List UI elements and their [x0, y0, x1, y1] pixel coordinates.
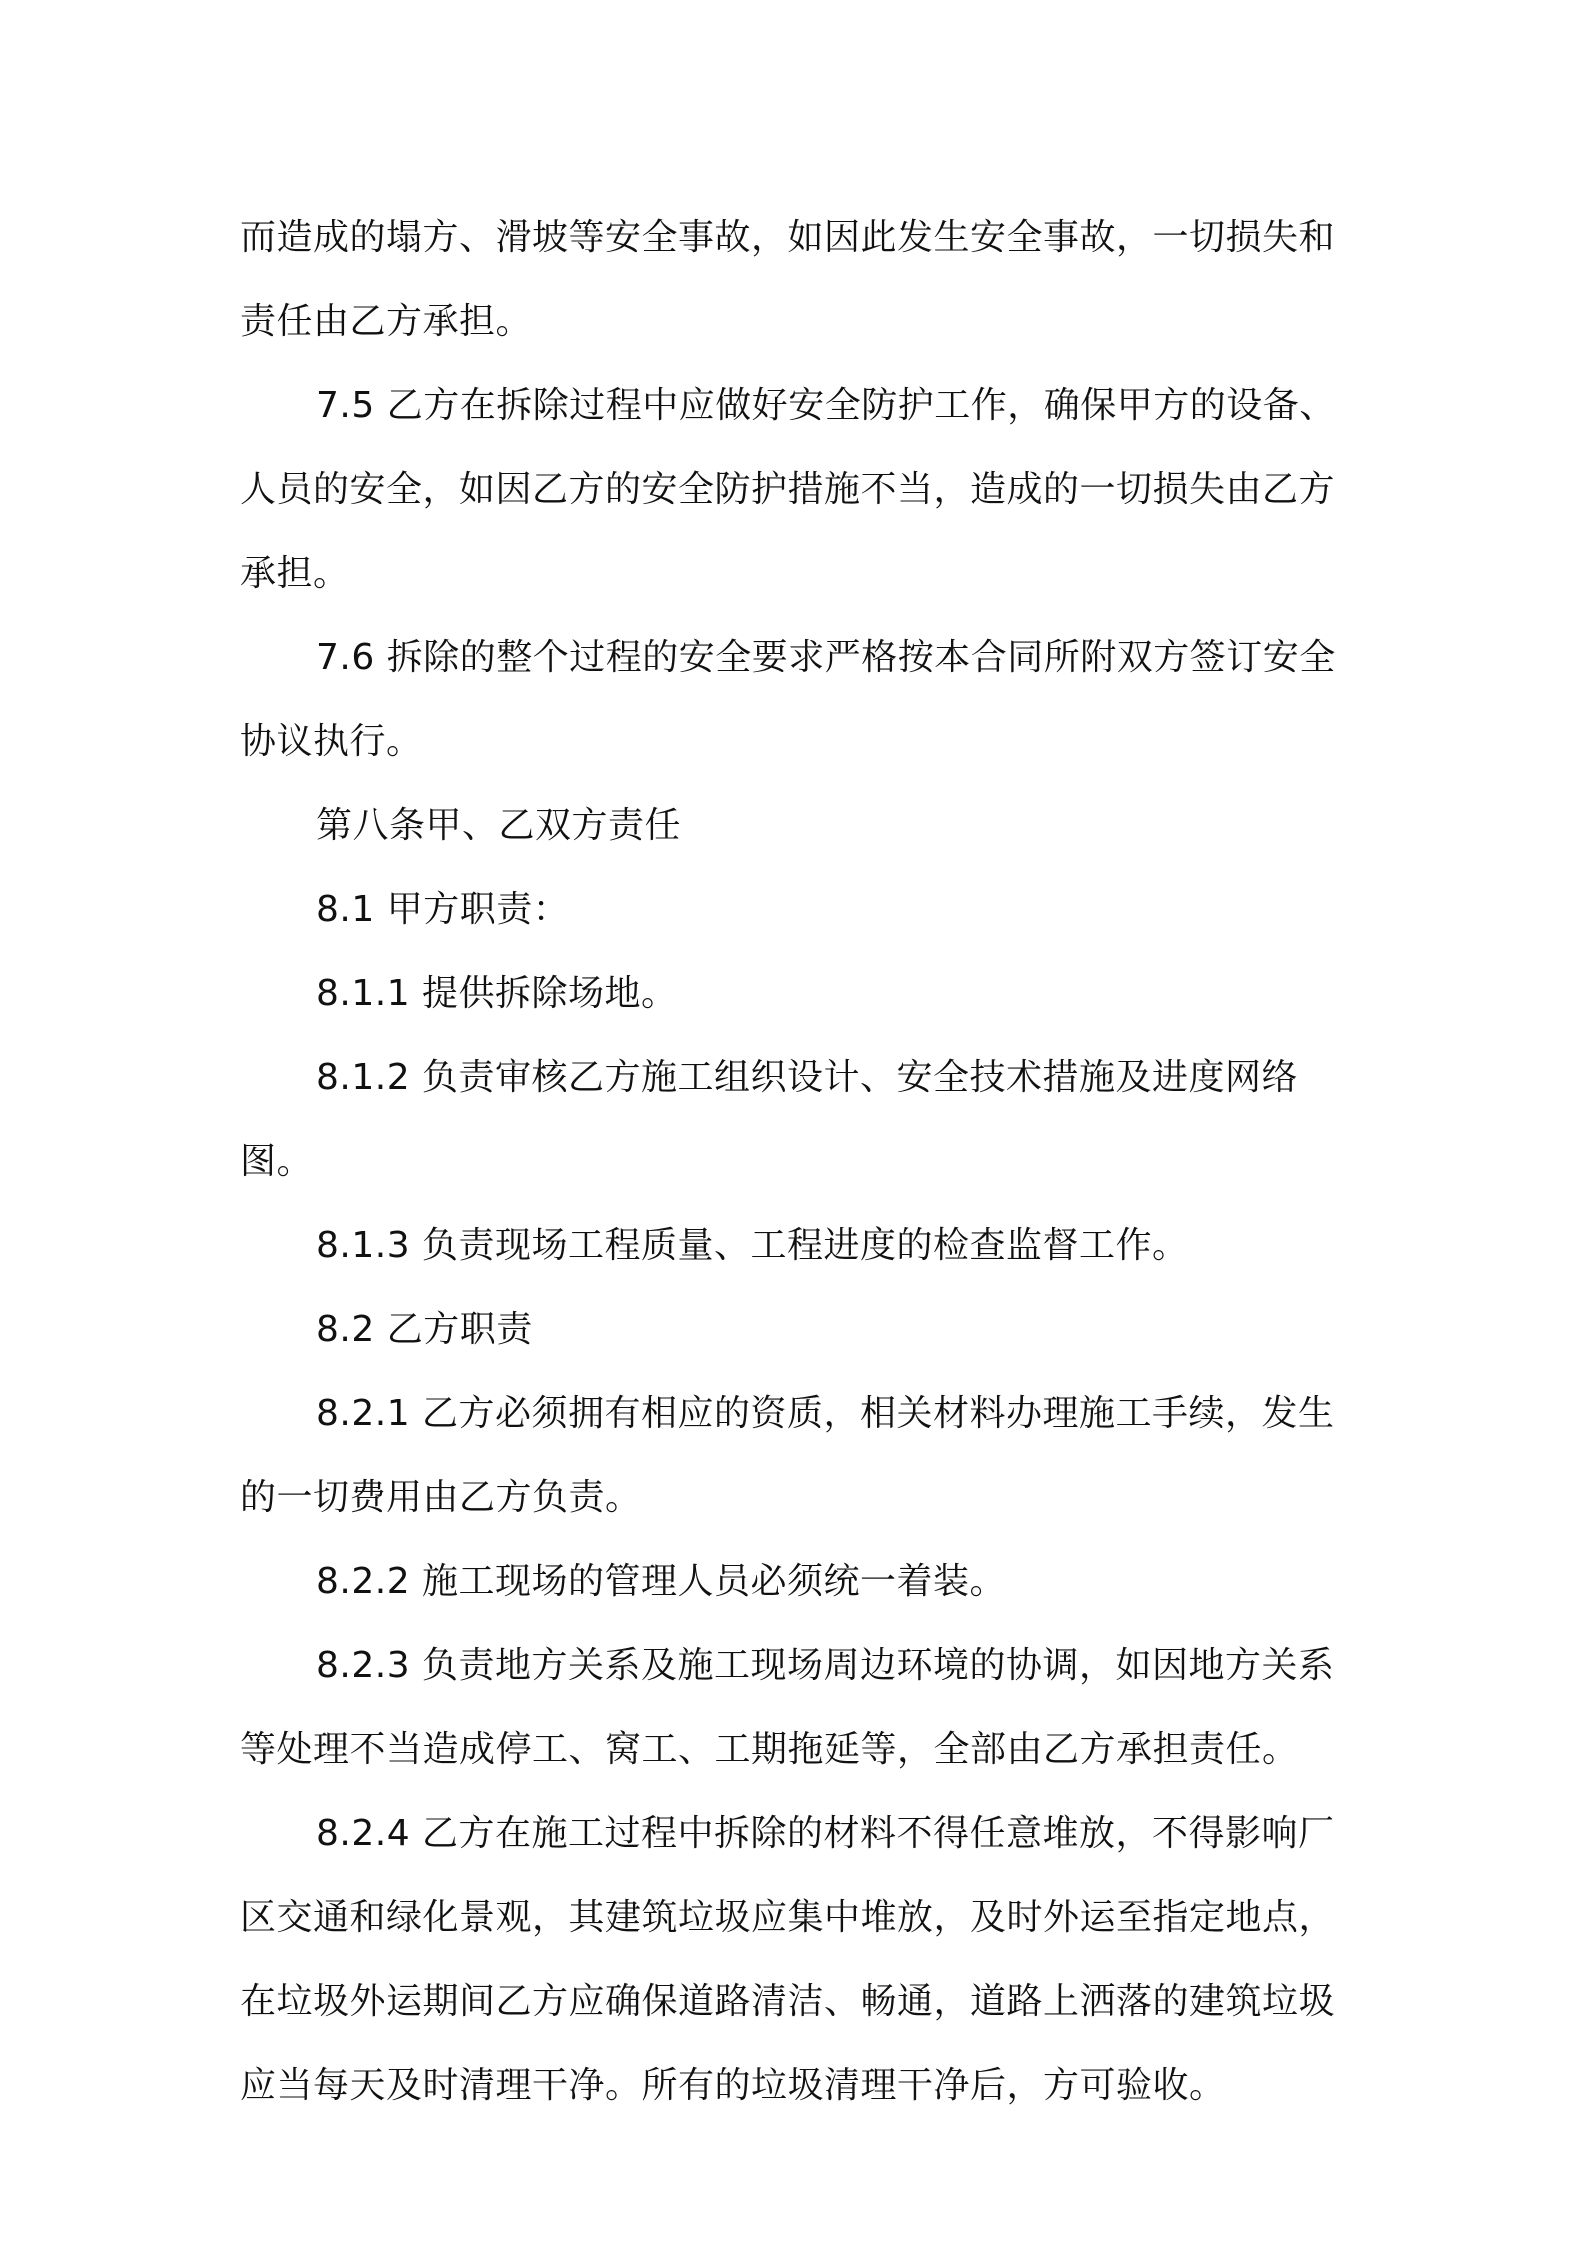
- paragraph-8-1: 8.1 甲方职责：: [316, 889, 570, 930]
- paragraph-8-2-1: 8.2.1 乙方必须拥有相应的资质，相关材料办理施工手续，发生的一切费用由乙方负责。: [240, 1393, 1335, 1518]
- paragraph-7-4-continuation: 而造成的塌方、滑坡等安全事故，如因此发生安全事故，一切损失和责任由乙方承担。: [240, 217, 1336, 342]
- paragraph-7-6: 7.6 拆除的整个过程的安全要求严格按本合同所附双方签订安全协议执行。: [240, 637, 1336, 762]
- document-body: [240, 196, 1360, 2128]
- paragraph-8-2: 8.2 乙方职责: [316, 1309, 533, 1350]
- paragraph-8-2-3: 8.2.3 负责地方关系及施工现场周边环境的协调，如因地方关系等处理不当造成停工、窝工、工期拖延等，全部由乙方承担责任。: [240, 1645, 1335, 1770]
- paragraph-8-2-4: 8.2.4 乙方在施工过程中拆除的材料不得任意堆放，不得影响厂区交通和绿化景观，其建筑垃圾应集中堆放，及时外运至指定地点，在垃圾外运期间乙方应确保道路清洁、畅通，道路上洒落的建筑垃圾应当每天及时清理干净。所有的垃圾清理干净后，方可验收。: [240, 1813, 1336, 2106]
- paragraph-8-1-3: 8.1.3 负责现场工程质量、工程进度的检查监督工作。: [316, 1225, 1189, 1266]
- paragraph-8-1-1: 8.1.1 提供拆除场地。: [316, 973, 678, 1014]
- section-heading-article-8: 第八条甲、乙双方责任: [316, 805, 682, 846]
- paragraph-8-2-2: 8.2.2 施工现场的管理人员必须统一着装。: [316, 1561, 1007, 1602]
- paragraph-8-1-2: 8.1.2 负责审核乙方施工组织设计、安全技术措施及进度网络图。: [240, 1057, 1299, 1182]
- paragraph-7-5: 7.5 乙方在拆除过程中应做好安全防护工作，确保甲方的设备、人员的安全，如因乙方的安全防护措施不当，造成的一切损失由乙方承担。: [240, 385, 1336, 594]
